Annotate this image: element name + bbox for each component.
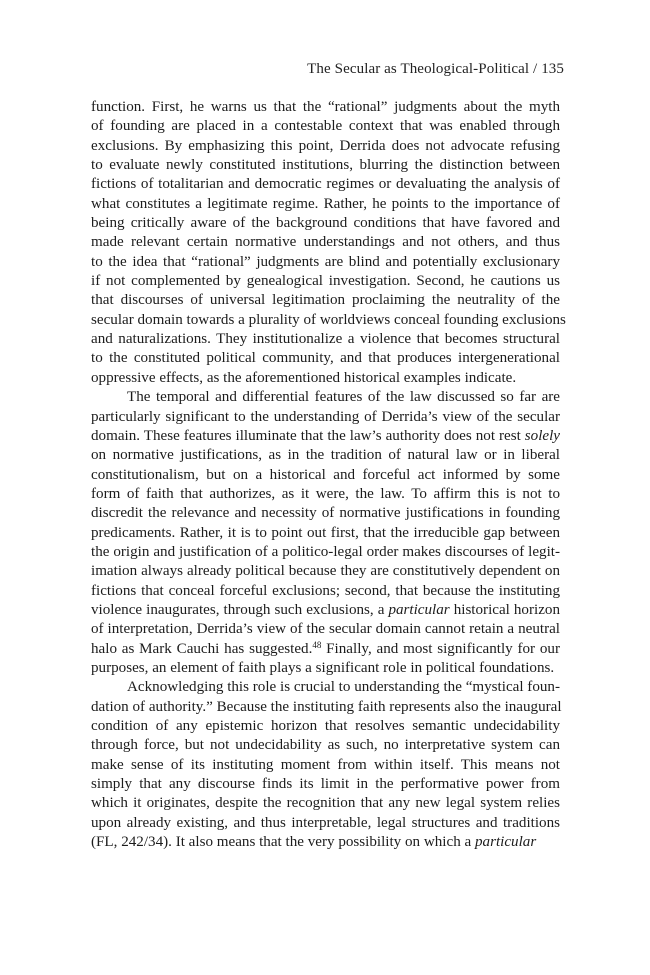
text-line: to evaluate newly constituted institutions, blurring the distinction between	[91, 157, 560, 174]
running-head	[307, 61, 564, 78]
paragraph	[91, 678, 560, 852]
text-line: of interpretation, Derrida’s view of the secular domain cannot retain a neutral	[91, 621, 560, 638]
text-line: if not complemented by genealogical investigation. Second, he cautions us	[91, 273, 560, 290]
paragraph	[91, 388, 560, 678]
text-line: dation of authority.” Because the instituting faith represents also the inaugural	[91, 698, 562, 715]
text-line: violence inaugurates, through such exclusions, a particular historical horizon	[91, 601, 560, 618]
text-line: Acknowledging this role is crucial to understanding the “mystical foun-	[127, 679, 561, 696]
text-line: exclusions. By emphasizing this point, Derrida does not advocate refusing	[91, 137, 560, 154]
text-line: imation always already political because they are constitutively dependent on	[91, 563, 560, 580]
text-line: fictions of totalitarian and democratic regimes or devaluating the analysis of	[91, 176, 560, 193]
text-line: (FL, 242/34). It also means that the very possibility on which a particular	[91, 834, 537, 851]
body-text	[91, 98, 566, 852]
text-line: and naturalizations. They institutionalize a violence that becomes structural	[91, 331, 560, 348]
text-line: particularly significant to the understanding of Derrida’s view of the secular	[91, 408, 560, 425]
text-line: secular domain towards a plurality of worldviews conceal founding exclusions	[91, 311, 566, 328]
text-line: purposes, an element of faith plays a significant role in political foundations.	[91, 659, 555, 676]
page-number: 135	[541, 61, 564, 77]
text-line: what constitutes a legitimate regime. Rather, he points to the importance of	[91, 195, 560, 212]
text-line: domain. These features illuminate that the law’s authority does not rest solely	[91, 427, 560, 444]
text-line: constitutionalism, but on a historical and forceful act informed by some	[91, 466, 560, 483]
text-line: The temporal and differential features of the law discussed so far are	[127, 389, 560, 406]
text-line: through force, but not undecidability as such, no interpretative system can	[91, 737, 560, 754]
text-line: that discourses of universal legitimation proclaiming the neutrality of the	[91, 292, 560, 309]
text-line: make sense of its instituting moment from within itself. This means not	[91, 756, 560, 773]
paragraph	[91, 98, 566, 388]
text-line: the origin and justification of a politico-legal order makes discourses of legit-	[91, 543, 560, 560]
text-line: simply that any discourse finds its limit in the performative power from	[91, 776, 560, 793]
text-line: fictions that conceal forceful exclusions; second, that because the instituting	[91, 582, 560, 599]
text-line: discredit the relevance and necessity of normative justifications in founding	[91, 505, 560, 522]
running-head-separator: /	[533, 61, 538, 77]
running-head-title: The Secular as Theological-Political	[307, 61, 530, 77]
text-line: upon already existing, and thus interpretable, legal structures and traditions	[91, 814, 560, 831]
text-line: being critically aware of the background conditions that have favored and	[91, 215, 560, 232]
text-line: to the constituted political community, and that produces intergenerational	[91, 350, 560, 367]
text-line: of founding are placed in a contestable context that was enabled through	[91, 118, 560, 135]
text-line: form of faith that authorizes, as it were, the law. To affirm this is not to	[91, 485, 560, 502]
text-line: which it originates, despite the recognition that any new legal system relies	[91, 795, 560, 812]
text-line: function. First, he warns us that the “rational” judgments about the myth	[91, 99, 560, 115]
text-line: on normative justifications, as in the tradition of natural law or in liberal	[91, 447, 560, 464]
text-line: predicaments. Rather, it is to point out first, that the irreducible gap between	[91, 524, 560, 541]
text-line: oppressive effects, as the aforementioned historical examples indicate.	[91, 369, 517, 386]
text-line: to the idea that “rational” judgments are blind and potentially exclusionary	[91, 253, 560, 270]
text-line: made relevant certain normative understandings and not others, and thus	[91, 234, 560, 251]
text-line: halo as Mark Cauchi has suggested.$^{48}$ Finally, and most significantly for our	[91, 639, 560, 657]
text-line: condition of any epistemic horizon that resolves semantic undecidability	[91, 718, 560, 734]
